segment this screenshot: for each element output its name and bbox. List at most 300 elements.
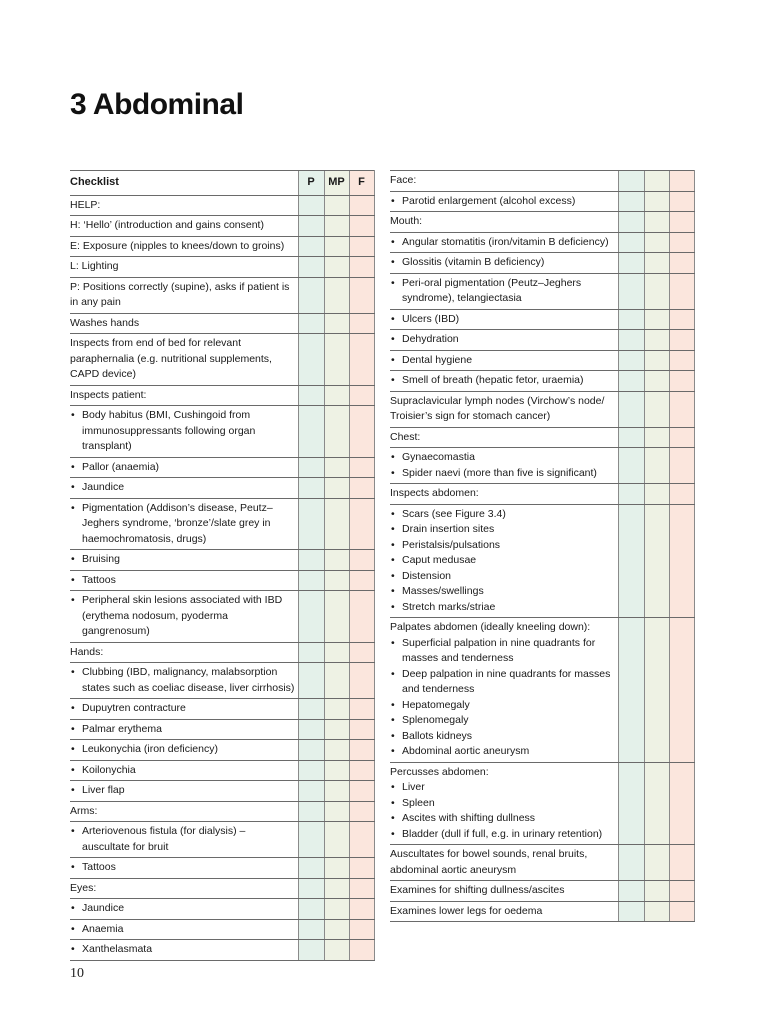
checklist-item [390,391,618,427]
mp-score-cell[interactable] [324,334,349,386]
mp-score-cell[interactable] [324,257,349,278]
checklist-row [70,858,374,879]
p-score-cell[interactable] [298,385,324,406]
checklist-item [390,309,618,330]
bullet-list [70,573,296,589]
p-score-cell[interactable] [618,330,644,351]
bullet-item: • Ballots kidneys [390,729,616,745]
bullet-item: • Bladder (dull if full, e.g. in urinary retention) [390,827,616,843]
p-score-cell[interactable] [618,618,644,763]
f-score-cell[interactable] [349,878,374,899]
mp-score-cell[interactable] [644,371,669,392]
bullet-item: • Palmar erythema [70,722,296,738]
item-text: Auscultates for bowel sounds, renal bruits, abdominal aortic aneurysm [390,848,588,876]
f-score-cell[interactable] [349,457,374,478]
f-score-cell[interactable] [669,350,694,371]
checklist-row [70,719,374,740]
mp-score-cell[interactable] [324,740,349,761]
p-score-cell[interactable] [618,427,644,448]
bullet-item: • Pallor (anaemia) [70,460,296,476]
mp-score-cell[interactable] [324,940,349,961]
f-score-cell[interactable] [669,901,694,922]
checklist-item [70,257,298,278]
bullet-item: • Leukonychia (iron deficiency) [70,742,296,758]
p-score-cell[interactable] [298,781,324,802]
f-score-cell[interactable] [669,618,694,763]
bullet-item: • Splenomegaly [390,713,616,729]
checklist-item [70,570,298,591]
p-score-cell[interactable] [298,550,324,571]
bullet-list [70,480,296,496]
f-score-cell[interactable] [349,642,374,663]
p-score-cell[interactable] [618,391,644,427]
f-score-cell[interactable] [349,801,374,822]
mp-score-cell[interactable] [644,504,669,618]
bullet-list [70,701,296,717]
f-score-cell[interactable] [669,484,694,505]
bullet-item: • Liver flap [70,783,296,799]
bullet-list [70,901,296,917]
f-score-cell[interactable] [349,406,374,458]
checklist-row [70,257,374,278]
f-score-cell[interactable] [349,195,374,216]
checklist-row [70,919,374,940]
bullet-list [390,332,616,348]
p-score-cell[interactable] [298,858,324,879]
f-score-cell[interactable] [349,570,374,591]
mp-score-cell[interactable] [324,899,349,920]
p-score-cell[interactable] [298,642,324,663]
bullet-item: • Glossitis (vitamin B deficiency) [390,255,616,271]
checklist-row [390,484,694,505]
f-score-cell[interactable] [669,762,694,845]
mp-score-cell[interactable] [324,406,349,458]
mp-score-cell[interactable] [324,591,349,643]
p-score-cell[interactable] [298,822,324,858]
p-score-cell[interactable] [298,457,324,478]
mp-score-cell[interactable] [644,330,669,351]
checklist-item [70,663,298,699]
f-score-cell[interactable] [669,232,694,253]
p-score-cell[interactable] [298,760,324,781]
p-score-cell[interactable] [618,273,644,309]
checklist-item [70,313,298,334]
bullet-list [70,763,296,779]
p-score-cell[interactable] [618,762,644,845]
p-score-cell[interactable] [618,504,644,618]
bullet-item: • Distension [390,569,616,585]
p-score-cell[interactable] [298,570,324,591]
f-score-cell[interactable] [349,478,374,499]
checklist-row [390,273,694,309]
p-score-cell[interactable] [298,236,324,257]
f-score-cell[interactable] [349,236,374,257]
p-score-cell[interactable] [618,371,644,392]
p-score-cell[interactable] [618,350,644,371]
f-score-cell[interactable] [349,257,374,278]
mp-score-cell[interactable] [644,232,669,253]
f-score-cell[interactable] [669,212,694,233]
checklist-item [390,253,618,274]
f-score-cell[interactable] [349,740,374,761]
f-score-cell[interactable] [669,881,694,902]
mp-score-cell[interactable] [644,881,669,902]
checklist-row [390,448,694,484]
f-score-cell[interactable] [669,309,694,330]
p-score-cell[interactable] [298,699,324,720]
checklist-item [390,273,618,309]
mp-score-cell[interactable] [324,498,349,550]
checklist-item [70,899,298,920]
mp-score-cell[interactable] [324,919,349,940]
item-text: Supraclavicular lymph nodes (Virchow’s node/ Troisier’s sign for stomach cancer) [390,394,605,422]
mp-score-cell[interactable] [324,313,349,334]
checklist-row [390,762,694,845]
mp-score-cell[interactable] [324,216,349,237]
p-score-cell[interactable] [298,334,324,386]
mp-score-cell[interactable] [644,191,669,212]
checklist-row [390,391,694,427]
checklist-item [70,781,298,802]
mp-column-header: MP [324,171,349,196]
p-score-cell[interactable] [298,919,324,940]
p-score-cell[interactable] [618,212,644,233]
f-score-cell[interactable] [349,663,374,699]
bullet-item: • Koilonychia [70,763,296,779]
checklist-item [390,191,618,212]
f-score-cell[interactable] [349,858,374,879]
item-text: Eyes: [70,881,97,894]
checklist-item [390,371,618,392]
p-score-cell[interactable] [298,719,324,740]
p-score-cell[interactable] [298,899,324,920]
p-score-cell[interactable] [298,740,324,761]
checklist-item [70,642,298,663]
checklist-row [390,427,694,448]
mp-score-cell[interactable] [324,781,349,802]
f-score-cell[interactable] [669,504,694,618]
f-score-cell[interactable] [349,719,374,740]
checklist-table-left [70,170,375,961]
mp-score-cell[interactable] [644,309,669,330]
bullet-item: • Peripheral skin lesions associated with IBD (erythema nodosum, pyoderma gangrenosum) [70,593,296,640]
f-score-cell[interactable] [349,781,374,802]
mp-score-cell[interactable] [644,618,669,763]
p-score-cell[interactable] [298,277,324,313]
checklist-row [70,822,374,858]
checklist-row [70,498,374,550]
item-text: Face: [390,174,417,186]
checklist-item [70,406,298,458]
p-score-cell[interactable] [298,663,324,699]
p-score-cell[interactable] [618,232,644,253]
checklist-item [390,504,618,618]
checklist-item [390,762,618,845]
mp-score-cell[interactable] [644,762,669,845]
mp-score-cell[interactable] [324,570,349,591]
item-text: Hands: [70,645,104,658]
item-text: P: Positions correctly (supine), asks if patient is in any pain [70,280,290,308]
checklist-row [390,212,694,233]
f-score-cell[interactable] [669,191,694,212]
f-score-cell[interactable] [349,277,374,313]
mp-score-cell[interactable] [644,845,669,881]
bullet-item: • Bruising [70,552,296,568]
checklist-item [70,498,298,550]
mp-score-cell[interactable] [644,212,669,233]
p-score-cell[interactable] [298,591,324,643]
bullet-list [70,824,296,855]
item-text: H: ‘Hello’ (introduction and gains consent) [70,219,264,231]
mp-score-cell[interactable] [644,901,669,922]
f-score-cell[interactable] [349,313,374,334]
checklist-item [70,822,298,858]
f-score-cell[interactable] [669,273,694,309]
mp-score-cell[interactable] [324,822,349,858]
bullet-item: • Xanthelasmata [70,942,296,958]
bullet-list [70,942,296,958]
p-score-cell[interactable] [298,216,324,237]
f-score-cell[interactable] [349,760,374,781]
mp-score-cell[interactable] [644,273,669,309]
f-score-cell[interactable] [669,427,694,448]
p-score-cell[interactable] [618,309,644,330]
f-score-cell[interactable] [349,699,374,720]
bullet-item: • Deep palpation in nine quadrants for masses and tenderness [390,667,616,698]
bullet-list [70,922,296,938]
checklist-row [390,881,694,902]
f-score-cell[interactable] [669,448,694,484]
mp-score-cell[interactable] [644,171,669,192]
checklist-row [70,478,374,499]
bullet-item: • Spider naevi (more than five is significant) [390,466,616,482]
bullet-list [390,255,616,271]
checklist-item [390,618,618,763]
bullet-list [70,860,296,876]
item-text: HELP: [70,198,101,211]
checklist-item [390,845,618,881]
mp-score-cell[interactable] [644,484,669,505]
checklist-item [390,448,618,484]
checklist-item [390,212,618,233]
p-score-cell[interactable] [618,484,644,505]
bullet-item: • Jaundice [70,480,296,496]
mp-score-cell[interactable] [324,719,349,740]
checklist-row [390,309,694,330]
f-score-cell[interactable] [349,919,374,940]
p-score-cell[interactable] [618,171,644,192]
checklist-item [70,878,298,899]
checklist-item [70,478,298,499]
checklist-row [390,171,694,192]
p-score-cell[interactable] [298,313,324,334]
bullet-item: • Drain insertion sites [390,522,616,538]
checklist-row [70,642,374,663]
f-score-cell[interactable] [349,334,374,386]
mp-score-cell[interactable] [324,550,349,571]
f-score-cell[interactable] [349,550,374,571]
bullet-item: • Superficial palpation in nine quadrants for masses and tenderness [390,636,616,667]
checklist-row [70,313,374,334]
f-score-cell[interactable] [669,171,694,192]
p-score-cell[interactable] [618,845,644,881]
p-score-cell[interactable] [298,257,324,278]
p-score-cell[interactable] [618,881,644,902]
bullet-list [70,783,296,799]
bullet-item: • Arteriovenous fistula (for dialysis) – auscultate for bruit [70,824,296,855]
mp-score-cell[interactable] [324,457,349,478]
page-title: 3 Abdominal [70,88,244,121]
checklist-row [70,781,374,802]
checklist-header: Checklist [70,171,298,196]
checklist-row [70,550,374,571]
p-score-cell[interactable] [618,901,644,922]
mp-score-cell[interactable] [644,391,669,427]
checklist-row [390,232,694,253]
checklist-row [390,845,694,881]
f-score-cell[interactable] [669,391,694,427]
bullet-list [390,312,616,328]
bullet-item: • Hepatomegaly [390,698,616,714]
p-score-cell[interactable] [298,195,324,216]
p-score-cell[interactable] [298,478,324,499]
item-text: Inspects patient: [70,388,147,401]
checklist-item [70,919,298,940]
mp-score-cell[interactable] [644,448,669,484]
bullet-list [390,276,616,307]
p-score-cell[interactable] [298,878,324,899]
p-score-cell[interactable] [298,801,324,822]
checklist-row [70,591,374,643]
checklist-item [70,195,298,216]
item-text: Arms: [70,804,98,817]
bullet-item: • Stretch marks/striae [390,600,616,616]
f-score-cell[interactable] [349,216,374,237]
p-score-cell[interactable] [298,940,324,961]
checklist-item [70,858,298,879]
f-column-header: F [349,171,374,196]
item-text: Palpates abdomen (ideally kneeling down): [390,621,591,633]
checklist-item [70,550,298,571]
checklist-item [70,591,298,643]
bullet-item: • Pigmentation (Addison’s disease, Peutz–Jeghers syndrome, ‘bronze’/slate grey in haemochromatosis, drugs) [70,501,296,548]
item-text: Chest: [390,430,421,443]
checklist-row [70,899,374,920]
f-score-cell[interactable] [669,845,694,881]
mp-score-cell[interactable] [324,878,349,899]
bullet-list [390,636,616,760]
mp-score-cell[interactable] [324,195,349,216]
bullet-list [390,373,616,389]
checklist-row [70,801,374,822]
bullet-item: • Dehydration [390,332,616,348]
checklist-row [390,253,694,274]
p-score-cell[interactable] [298,498,324,550]
item-text: Inspects abdomen: [390,487,479,499]
bullet-item: • Peristalsis/pulsations [390,538,616,554]
bullet-item: • Body habitus (BMI, Cushingoid from immunosuppressants following organ transplant) [70,408,296,455]
bullet-list [70,501,296,548]
mp-score-cell[interactable] [324,478,349,499]
bullet-list [70,408,296,455]
f-score-cell[interactable] [669,371,694,392]
p-score-cell[interactable] [618,191,644,212]
f-score-cell[interactable] [669,330,694,351]
p-score-cell[interactable] [618,253,644,274]
checklist-row [70,570,374,591]
bullet-item: • Peri-oral pigmentation (Peutz–Jeghers syndrome), telangiectasia [390,276,616,307]
mp-score-cell[interactable] [324,858,349,879]
checklist-row [70,699,374,720]
checklist-row [70,385,374,406]
checklist-item [390,350,618,371]
checklist-row [390,350,694,371]
checklist-item [390,232,618,253]
bullet-item: • Tattoos [70,860,296,876]
bullet-item: • Tattoos [70,573,296,589]
f-score-cell[interactable] [669,253,694,274]
f-score-cell[interactable] [349,498,374,550]
checklist-item [70,236,298,257]
f-score-cell[interactable] [349,940,374,961]
checklist-item [70,216,298,237]
checklist-row [390,618,694,763]
mp-score-cell[interactable] [324,663,349,699]
bullet-item: • Gynaecomastia [390,450,616,466]
bullet-item: • Liver [390,780,616,796]
bullet-item: • Masses/swellings [390,584,616,600]
p-score-cell[interactable] [618,448,644,484]
p-score-cell[interactable] [298,406,324,458]
bullet-list [70,460,296,476]
checklist-item [390,330,618,351]
mp-score-cell[interactable] [324,699,349,720]
item-text: Percusses abdomen: [390,765,489,778]
bullet-list [390,780,616,842]
bullet-item: • Dupuytren contracture [70,701,296,717]
checklist-row [70,760,374,781]
header-row [70,171,374,196]
f-score-cell[interactable] [349,822,374,858]
mp-score-cell[interactable] [324,760,349,781]
mp-score-cell[interactable] [324,801,349,822]
checklist-item [70,457,298,478]
mp-score-cell[interactable] [644,350,669,371]
mp-score-cell[interactable] [324,277,349,313]
bullet-list [70,593,296,640]
checklist-row [390,504,694,618]
mp-score-cell[interactable] [644,253,669,274]
bullet-item: • Scars (see Figure 3.4) [390,507,616,523]
checklist-item [70,740,298,761]
checklist-item [390,171,618,192]
checklist-row [70,940,374,961]
checklist-row [70,277,374,313]
mp-score-cell[interactable] [324,642,349,663]
f-score-cell[interactable] [349,385,374,406]
p-column-header: P [298,171,324,196]
checklist-table-right [390,170,695,922]
mp-score-cell[interactable] [324,236,349,257]
bullet-item: • Dental hygiene [390,353,616,369]
bullet-item: • Ascites with shifting dullness [390,811,616,827]
mp-score-cell[interactable] [644,427,669,448]
item-text: L: Lighting [70,260,119,272]
mp-score-cell[interactable] [324,385,349,406]
f-score-cell[interactable] [349,591,374,643]
bullet-item: • Caput medusae [390,553,616,569]
f-score-cell[interactable] [349,899,374,920]
